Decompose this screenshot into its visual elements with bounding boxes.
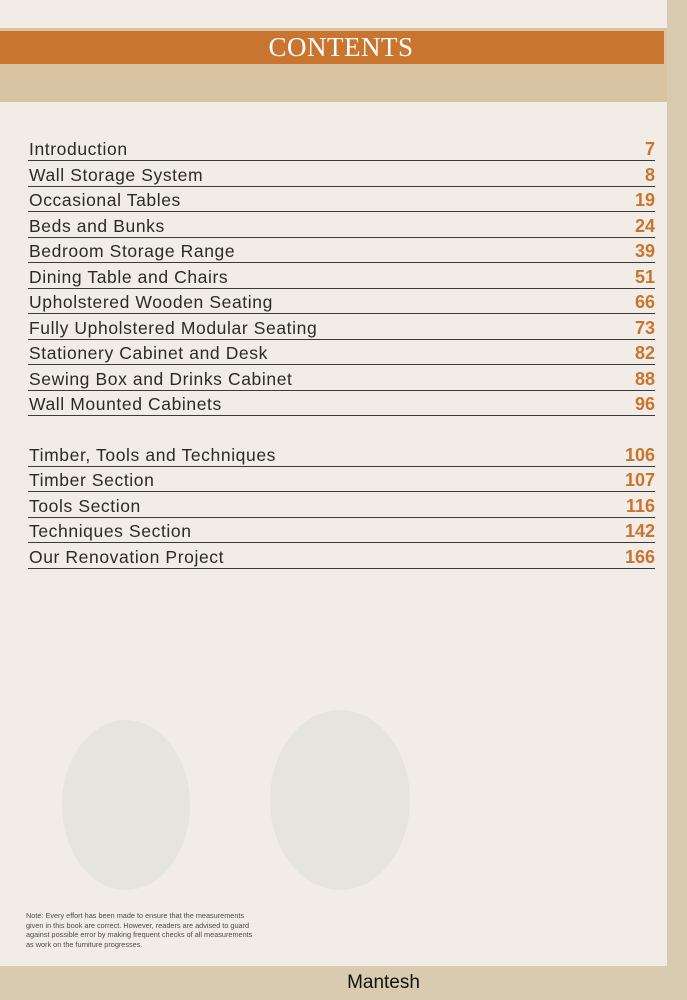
page-title: CONTENTS (268, 32, 414, 62)
toc-row[interactable] (28, 316, 655, 340)
toc-entry-page: 8 (644, 164, 655, 185)
toc-entry-title: Bedroom Storage Range (29, 241, 236, 261)
toc-row[interactable] (28, 214, 655, 238)
toc-entry-page: 24 (634, 215, 655, 236)
toc-row[interactable] (28, 239, 655, 263)
note-line: as work on the furniture progresses. (26, 939, 143, 949)
note-line: against possible error by making frequent checks of all measurements (26, 930, 253, 940)
toc-row[interactable] (28, 443, 655, 467)
toc-group-reference (28, 443, 655, 569)
faded-portrait-left (62, 720, 190, 890)
toc-row[interactable] (28, 163, 655, 187)
toc-row[interactable] (28, 494, 655, 518)
toc-entry-title: Sewing Box and Drinks Cabinet (29, 368, 293, 389)
toc-row[interactable] (28, 367, 655, 391)
faded-portrait-right (270, 710, 410, 890)
toc-row[interactable] (28, 137, 655, 161)
measurement-note (26, 911, 326, 949)
toc-entry-title: Timber Section (29, 470, 155, 490)
toc-entry-page: 19 (634, 190, 655, 210)
toc-group-spacer (28, 418, 655, 443)
note-line: Note: Every effort has been made to ensure that the measurements (26, 911, 245, 920)
toc-entry-title: Beds and Bunks (29, 215, 165, 236)
toc-row[interactable] (28, 341, 655, 365)
toc-row[interactable] (28, 265, 655, 289)
toc-group-projects (28, 137, 655, 416)
toc-row[interactable] (28, 468, 655, 492)
toc-entry-title: Occasional Tables (29, 190, 181, 210)
toc-entry-page: 66 (634, 292, 655, 312)
toc-entry-title: Dining Table and Chairs (29, 266, 229, 287)
toc-entry-page: 73 (634, 317, 655, 338)
toc-entry-title: Timber, Tools and Techniques (29, 444, 277, 465)
toc-row[interactable] (28, 290, 655, 314)
toc-entry-title: Wall Storage System (29, 164, 204, 185)
toc-entry-title: Stationery Cabinet and Desk (29, 343, 268, 363)
toc-row[interactable] (28, 519, 655, 543)
toc-entry-title: Introduction (29, 139, 128, 159)
toc-entry-page: 107 (624, 470, 655, 490)
toc-entry-title: Tools Section (29, 495, 141, 516)
uploader-watermark: Mantesh (347, 972, 420, 993)
toc-row[interactable] (28, 392, 655, 416)
toc-entry-page: 96 (634, 394, 655, 414)
toc-entry-page: 88 (634, 368, 655, 389)
toc-entry-page: 166 (624, 546, 655, 567)
toc-entry-title: Fully Upholstered Modular Seating (29, 317, 318, 338)
toc-entry-title: Wall Mounted Cabinets (29, 394, 222, 414)
toc-entry-page: 116 (625, 495, 655, 516)
toc-entry-page: 39 (634, 241, 655, 261)
toc-entry-title: Techniques Section (29, 521, 192, 541)
toc-row[interactable] (28, 188, 655, 212)
toc-entry-page: 142 (624, 521, 655, 541)
toc-row[interactable] (28, 545, 655, 569)
header-bar (0, 31, 664, 64)
toc-entry-page: 7 (644, 139, 655, 159)
toc-entry-page: 51 (634, 266, 655, 287)
note-line: given in this book are correct. However, readers are advised to guard (26, 920, 250, 930)
toc-entry-title: Upholstered Wooden Seating (29, 292, 273, 312)
toc-entry-page: 82 (634, 343, 655, 363)
table-of-contents (28, 137, 655, 570)
toc-entry-title: Our Renovation Project (29, 546, 225, 567)
toc-entry-page: 106 (624, 444, 655, 465)
